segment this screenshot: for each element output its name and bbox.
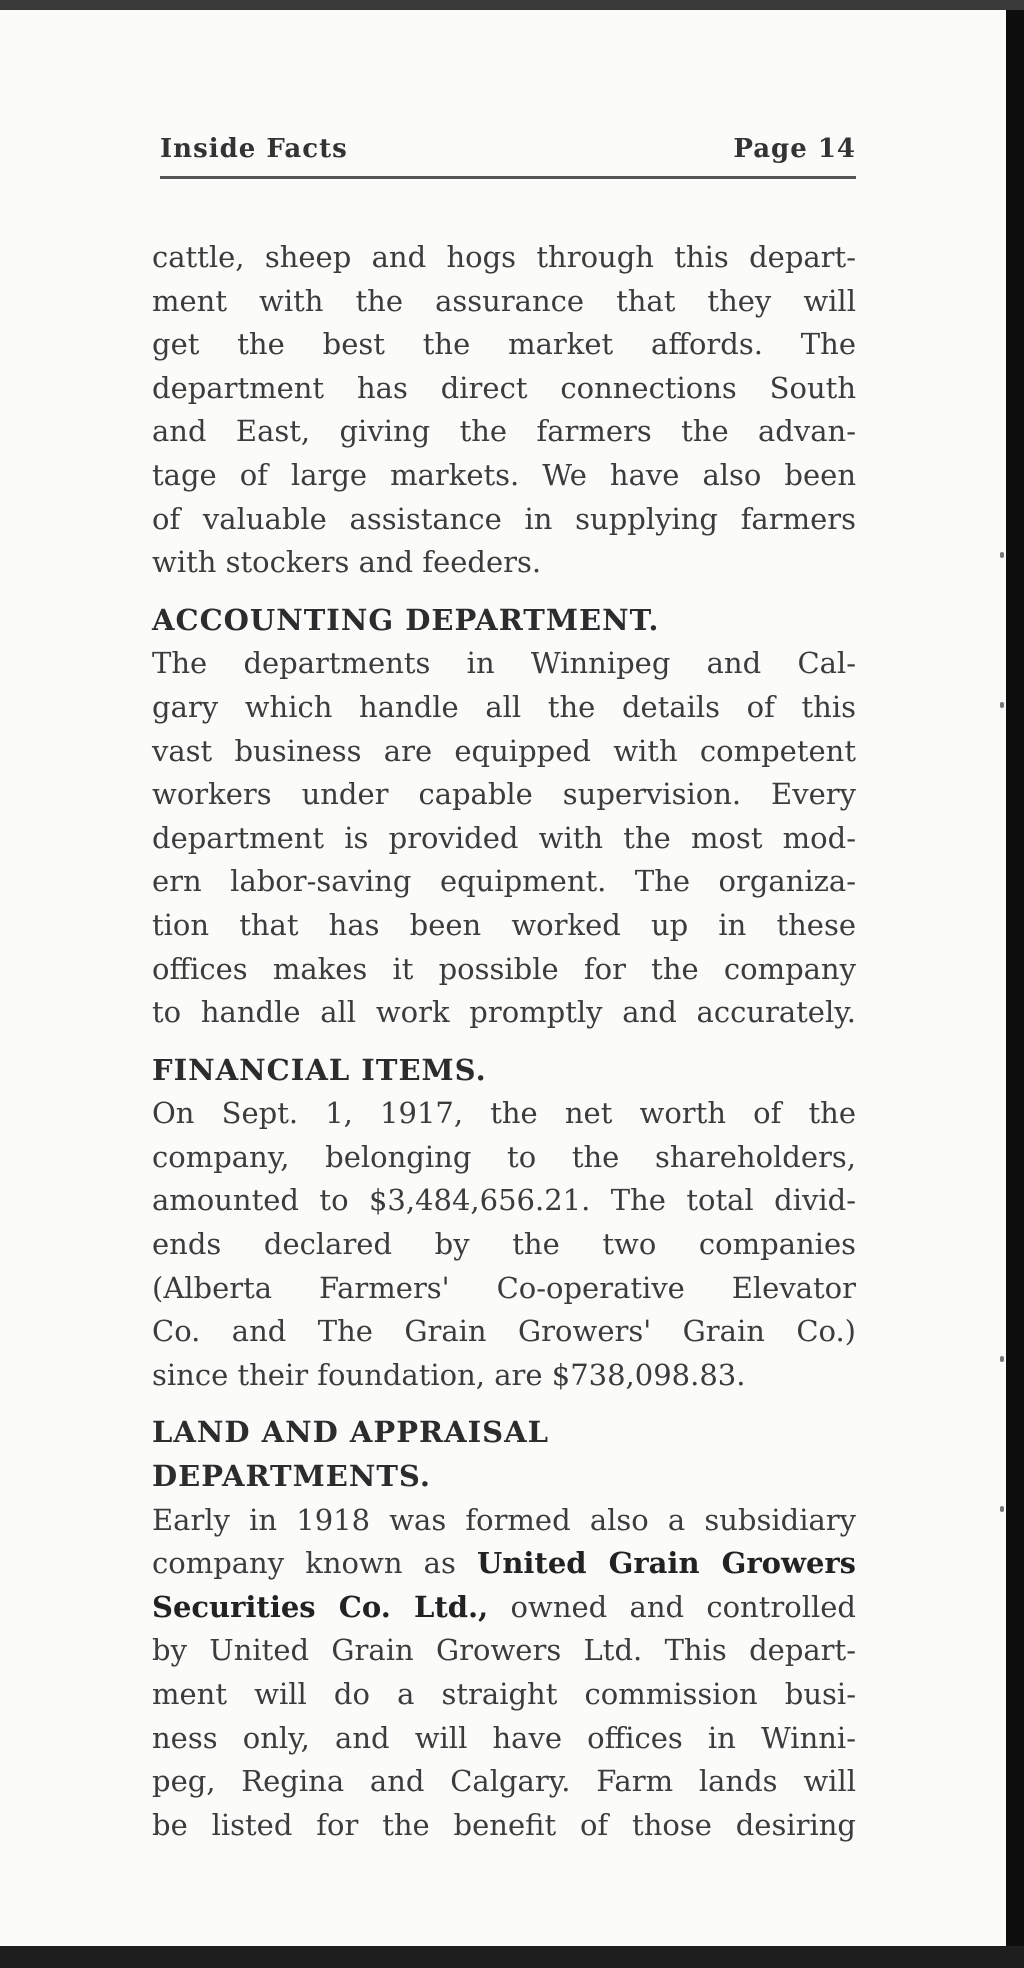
page-body (152, 236, 856, 1847)
text-line: workers under capable supervision. Every (152, 777, 856, 812)
text-line: offices makes it possible for the company (152, 951, 856, 986)
text-line: On Sept. 1, 1917, the net worth of the (152, 1096, 856, 1131)
company-name: Securities Co. Ltd., (152, 1589, 489, 1624)
text-line: cattle, sheep and hogs through this depart- (152, 240, 856, 274)
text-fragment: owned and controlled (488, 1589, 856, 1624)
text-line: department is provided with the most mod- (152, 820, 856, 855)
text-line: ends declared by the two companies (152, 1227, 856, 1262)
section-heading: DEPARTMENTS. (152, 1459, 431, 1494)
scan-speck (1000, 552, 1004, 558)
text-line: ment with the assurance that they will (152, 283, 856, 318)
text-line: (Alberta Farmers' Co-operative Elevator (152, 1270, 856, 1305)
right-border (1006, 10, 1024, 1946)
top-border (0, 0, 1024, 10)
header-rule (160, 176, 856, 179)
text-line: amounted to $3,484,656.21. The total divid- (152, 1183, 856, 1218)
bottom-border (0, 1946, 1024, 1968)
section-heading: LAND AND APPRAISAL (152, 1415, 550, 1450)
text-line: gary which handle all the details of this (152, 689, 856, 724)
text-line: ment will do a straight commission busi- (152, 1677, 856, 1711)
section-heading: FINANCIAL ITEMS. (152, 1052, 487, 1087)
text-line: ern labor-saving equipment. The organiza- (152, 864, 856, 899)
page-number: Page 14 (733, 134, 856, 164)
text-line: company, belonging to the shareholders, (152, 1139, 856, 1174)
text-fragment: company known as (152, 1546, 478, 1581)
scan-speck (1000, 1506, 1004, 1512)
text-line: tage of large markets. We have also been (152, 457, 856, 492)
text-line: and East, giving the farmers the advan- (152, 414, 856, 449)
text-line: Early in 1918 was formed also a subsidiary (152, 1502, 856, 1537)
company-name: United Grain Growers (477, 1546, 856, 1581)
page-header (160, 124, 856, 184)
text-line: get the best the market affords. The (152, 327, 856, 362)
text-line (152, 1542, 856, 1586)
text-line: since their foundation, are $738,098.83. (152, 1357, 746, 1392)
intro-paragraph (152, 236, 856, 585)
text-line: of valuable assistance in supplying farmers (152, 501, 856, 536)
section-heading: ACCOUNTING DEPARTMENT. (152, 602, 660, 637)
text-line: department has direct connections South (152, 370, 856, 405)
financial-paragraph (152, 1092, 856, 1397)
scan-speck (1000, 1356, 1004, 1362)
text-line: Co. and The Grain Growers' Grain Co.) (152, 1314, 856, 1349)
text-line (152, 1586, 856, 1630)
text-line: tion that has been worked up in these (152, 907, 856, 942)
text-line: be listed for the benefit of those desiring (152, 1807, 856, 1842)
text-line: vast business are equipped with competent (152, 733, 856, 768)
text-line: The departments in Winnipeg and Cal- (152, 646, 856, 681)
running-title: Inside Facts (160, 134, 348, 164)
text-line: to handle all work promptly and accurately. (152, 995, 856, 1030)
accounting-paragraph (152, 642, 856, 1034)
land-paragraph (152, 1499, 856, 1848)
text-line: with stockers and feeders. (152, 545, 542, 580)
text-line: by United Grain Growers Ltd. This depart- (152, 1633, 856, 1668)
text-line: ness only, and will have offices in Winni- (152, 1720, 856, 1755)
text-line: peg, Regina and Calgary. Farm lands will (152, 1764, 856, 1799)
scan-speck (1000, 702, 1004, 708)
